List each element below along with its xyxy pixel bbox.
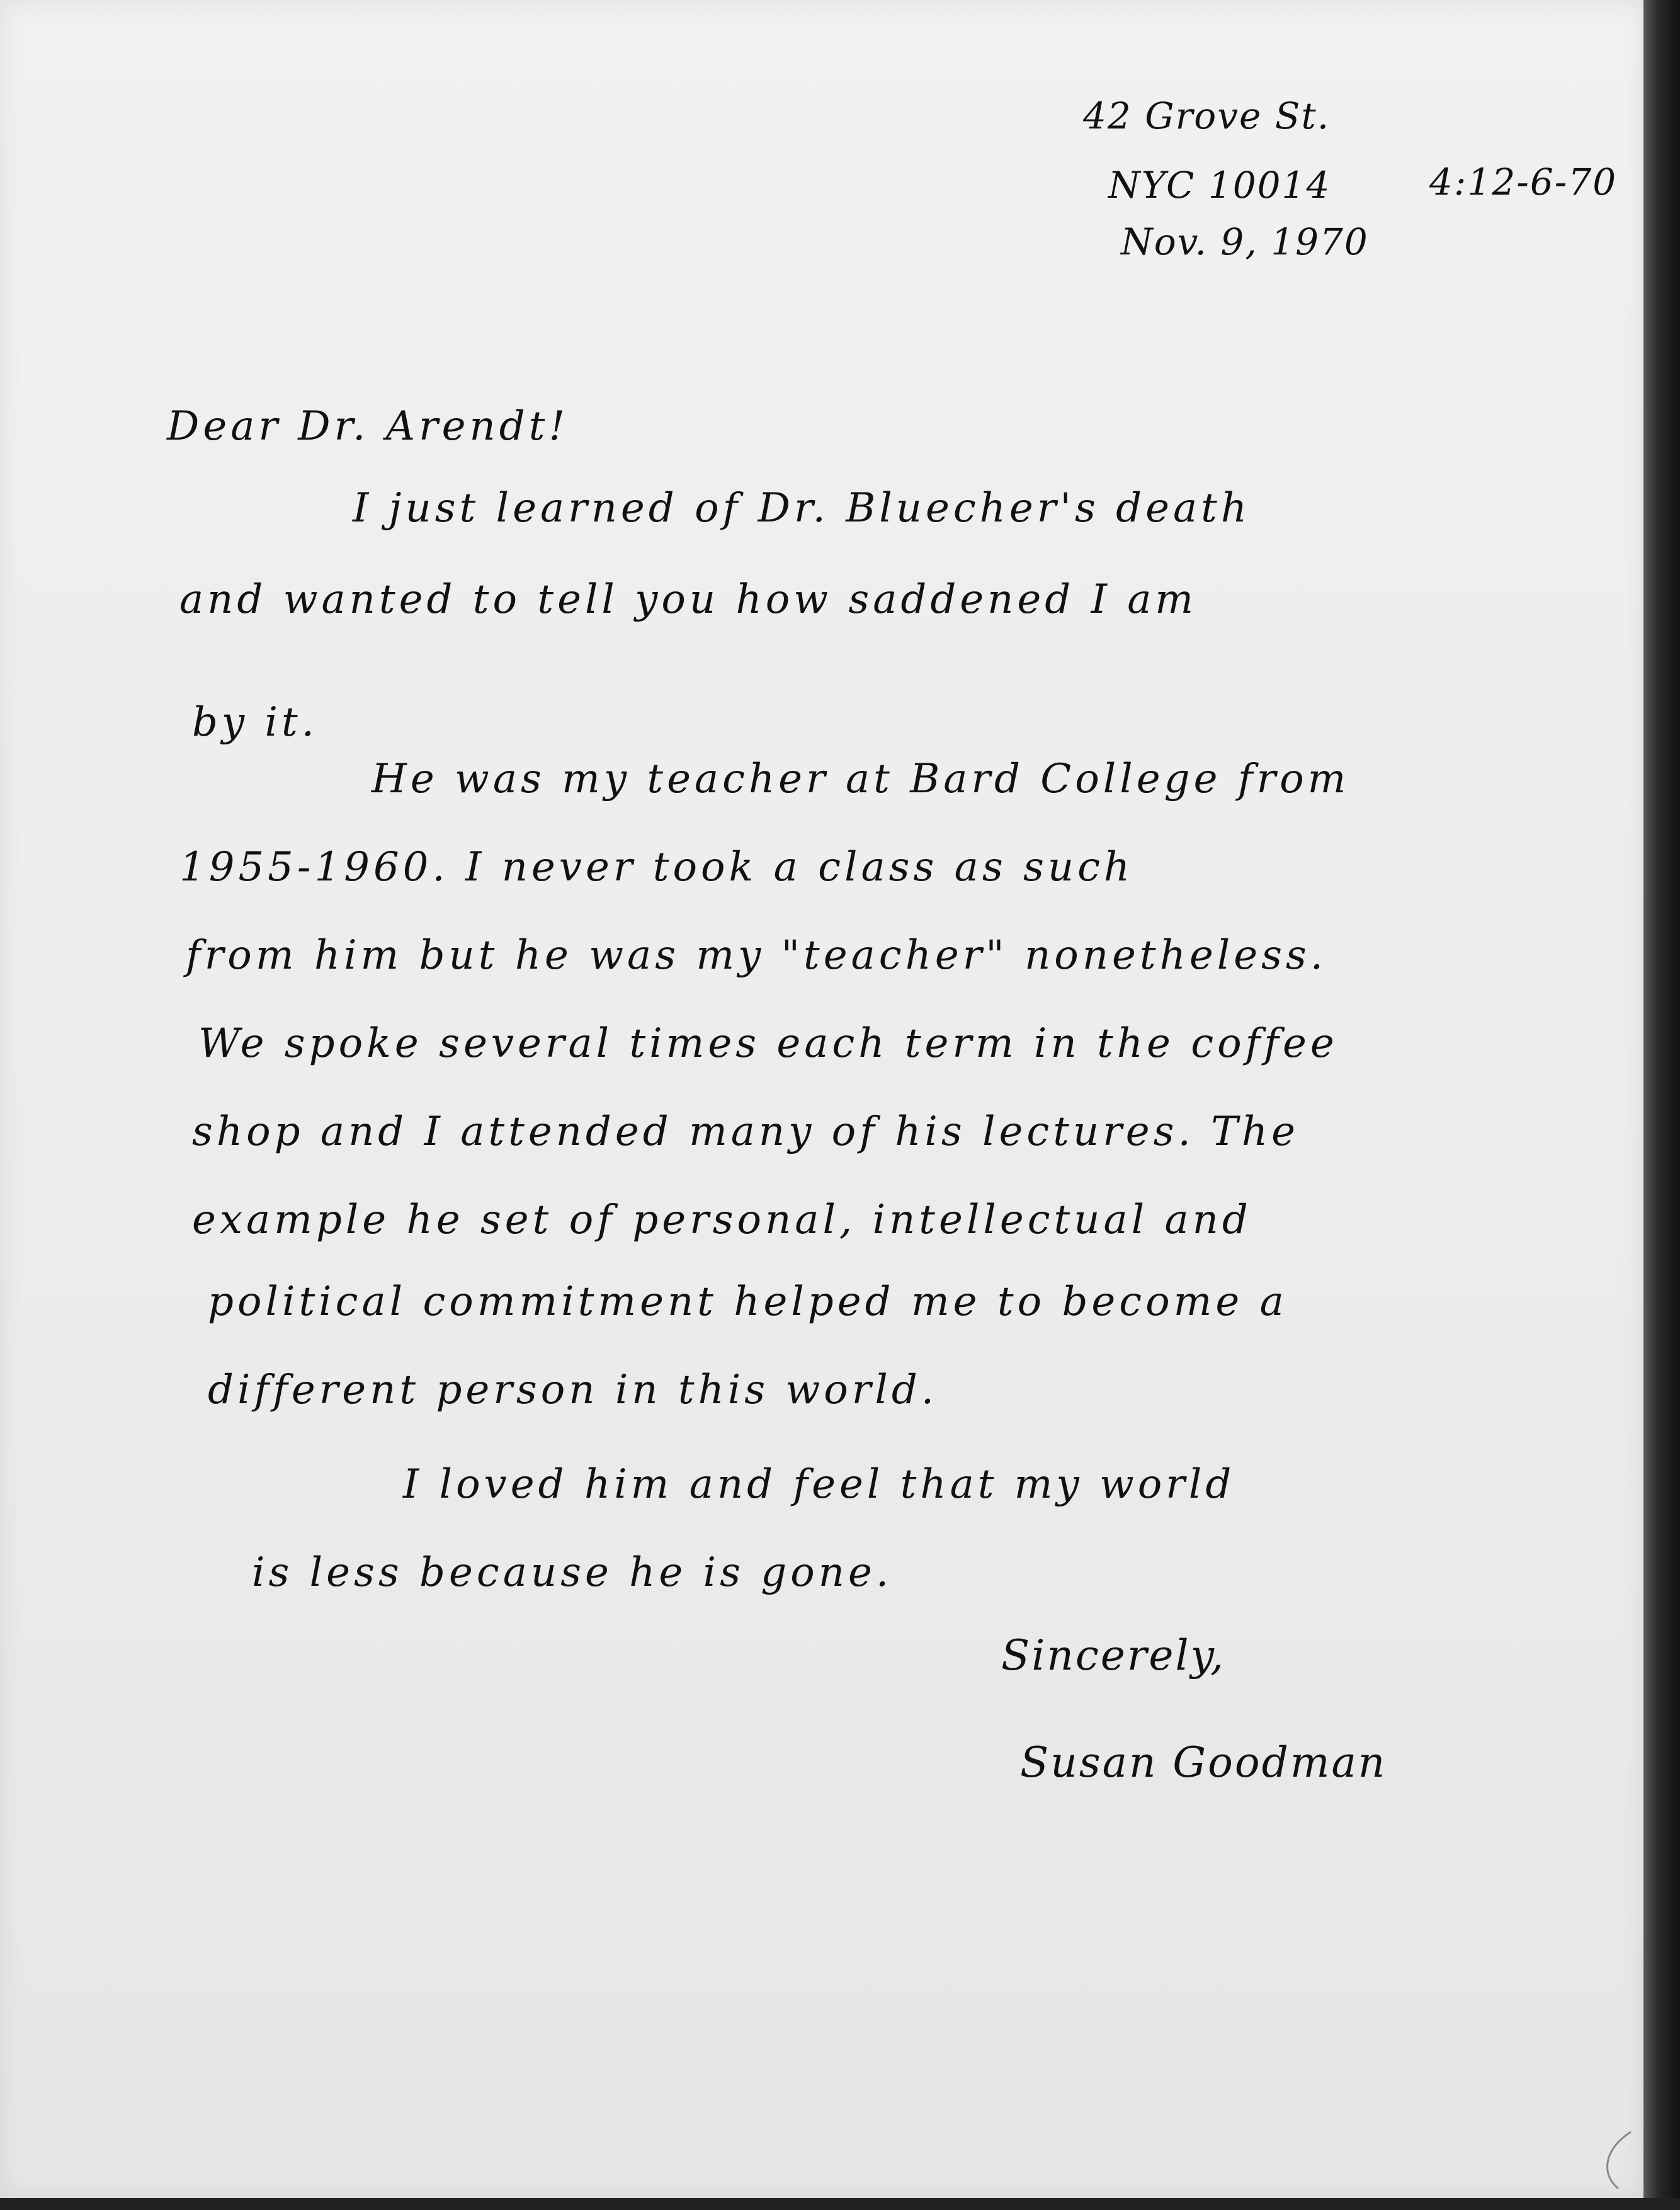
- letter-date: Nov. 9, 1970: [1121, 220, 1369, 263]
- body-line: He was my teacher at Bard College from: [372, 756, 1350, 802]
- address-line-2: NYC 10014: [1108, 164, 1331, 207]
- scan-edge-bottom: [0, 2198, 1680, 2210]
- body-line: is less because he is gone.: [252, 1549, 893, 1596]
- body-line: political commitment helped me to become a: [208, 1279, 1288, 1325]
- body-line: We spoke several times each term in the coffee: [198, 1020, 1338, 1067]
- body-line: I just learned of Dr. Bluecher's death: [353, 485, 1251, 532]
- corner-curl-mark: [1593, 2129, 1637, 2192]
- body-line: 1955-1960. I never took a class as such: [179, 844, 1134, 891]
- signature: Susan Goodman: [1020, 1738, 1387, 1787]
- body-line: shop and I attended many of his lectures. The: [192, 1108, 1299, 1155]
- closing: Sincerely,: [1001, 1631, 1226, 1680]
- scan-edge-right: [1643, 0, 1680, 2210]
- body-line: by it.: [192, 699, 318, 746]
- body-line: I loved him and feel that my world: [403, 1461, 1235, 1508]
- body-line: different person in this world.: [208, 1367, 938, 1413]
- body-line: from him but he was my "teacher" nonetheless.: [186, 932, 1327, 979]
- body-line: and wanted to tell you how saddened I am: [179, 576, 1198, 623]
- address-line-1: 42 Grove St.: [1083, 94, 1331, 137]
- file-mark: 4:12-6-70: [1429, 161, 1618, 203]
- salutation: Dear Dr. Arendt!: [167, 403, 569, 450]
- body-line: example he set of personal, intellectual and: [192, 1197, 1252, 1243]
